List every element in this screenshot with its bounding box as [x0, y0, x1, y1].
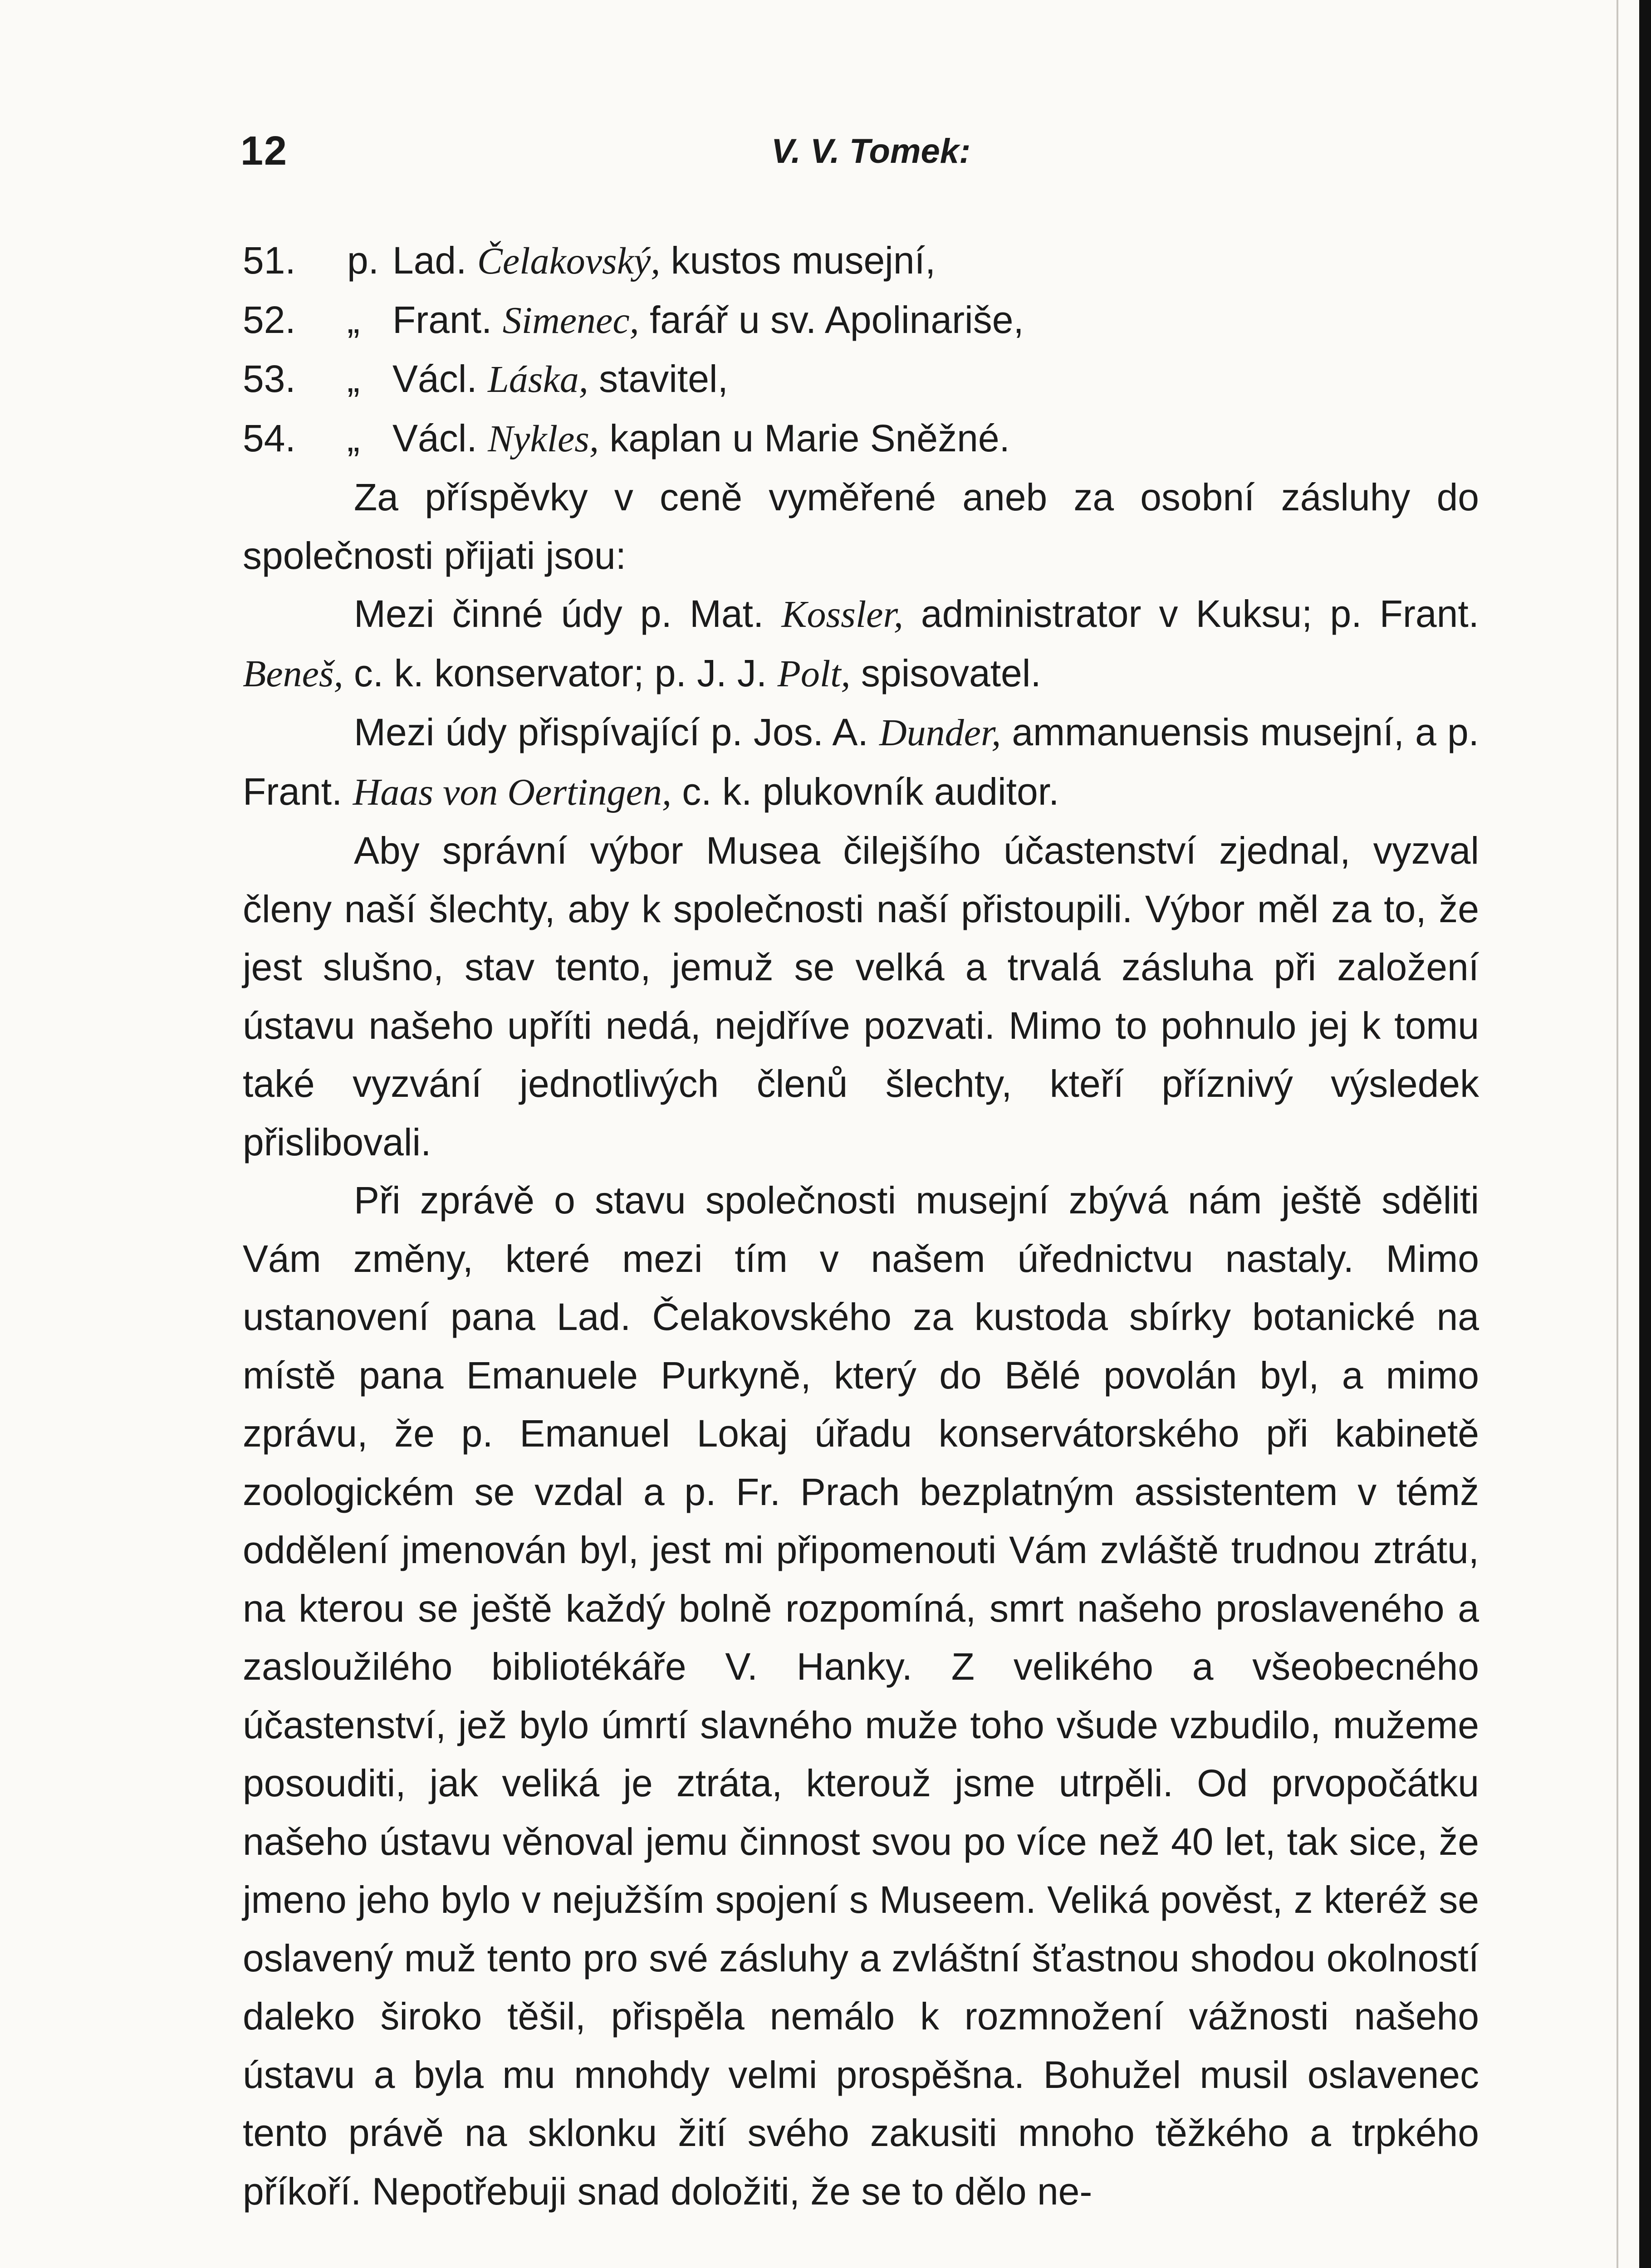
- surname: Beneš,: [243, 652, 343, 695]
- list-prefix: „: [347, 357, 360, 400]
- surname: Kossler,: [781, 593, 903, 635]
- list-number: 51.: [243, 239, 296, 282]
- page-body: [243, 231, 1479, 2220]
- text-run: ammanuensis musejní, a p. Frant.: [243, 711, 1479, 813]
- page-number: 12: [240, 128, 288, 174]
- text-run: c. k. konservator; p. J. J.: [343, 651, 778, 694]
- surname: Dunder,: [879, 712, 1001, 754]
- surname: Simenec,: [502, 299, 639, 342]
- list-prefix: „: [347, 298, 360, 341]
- list-item: [243, 409, 1479, 469]
- running-head: V. V. Tomek:: [771, 132, 971, 171]
- surname: Čelakovský,: [477, 240, 661, 282]
- first-name: Václ.: [392, 416, 477, 459]
- page-edge-shadow: [1639, 0, 1651, 2268]
- first-name: Lad.: [392, 239, 467, 282]
- list-item: [243, 350, 1479, 409]
- paragraph-staff-changes: Při zprávě o stavu společnosti musejní zbývá nám ještě sděliti Vám změny, které mezi tím v našem úřednictvu nastaly. Mimo ustanovení pana Lad. Čelakovského za kustoda sbírky botanické na místě pana Emanuele Purkyně, který do Bělé povolán byl, a mimo zprávu, že p. Emanuel Lokaj úřadu konservátorského při kabinetě zoologickém se vzdal a p. Fr. Prach bezplatným assistentem v témž oddělení jmenován byl, jest mi připomenouti Vám zvláště trudnou ztrátu, na kterou se ještě každý bolně rozpomíná, smrt našeho proslaveného a zasloužilého bibliotékáře V. Hanky. Z velikého a všeobecného účastenství, jež bylo úmrtí slavného muže toho všude vzbudilo, mužeme posouditi, jak veliká je ztráta, kterouž jsme utrpěli. Od prvopočátku našeho ústavu věnoval jemu činnost svou po více než 40 let, tak sice, že jmeno jeho bylo v nejužším spojení s Museem. Veliká pověst, z kteréž se oslavený muž tento pro své zásluhy a zvláštní šťastnou shodou okolností daleko široko těšil, přispěla nemálo k rozmnožení vážnosti našeho ústavu a byla mu mnohdy velmi prospěšna. Bohužel musil oslavenec tento právě na sklonku žití svého zakusiti mnoho těžkého a trpkého příkoří. Nepotřebuji snad doložiti, že se to dělo ne-: [243, 1179, 1479, 2213]
- surname: Nykles,: [488, 417, 599, 460]
- paragraph-nobility: Aby správní výbor Musea čilejšího účastenství zjednal, vyzval členy naší šlechty, aby k společnosti naší přistoupili. Výbor měl za to, že jest slušno, stav tento, jemuž se velká a trvalá zásluha při založení ústavu našeho upříti nedá, nejdříve pozvati. Mimo to pohnulo jej k tomu také vyzvání jednotlivých členů šlechty, kteří příznivý výsledek přislibovali.: [243, 829, 1479, 1163]
- list-item: [243, 231, 1479, 291]
- list-number: 53.: [243, 357, 296, 400]
- member-title: stavitel,: [588, 357, 728, 400]
- text-run: spisovatel.: [850, 651, 1041, 694]
- list-prefix: p.: [347, 239, 379, 282]
- member-title: kustos musejní,: [660, 239, 936, 282]
- list-item: [243, 291, 1479, 350]
- text-run: Mezi činné údy p. Mat.: [354, 592, 782, 635]
- paragraph-contributing-members: [243, 703, 1479, 821]
- member-title: kaplan u Marie Sněžné.: [599, 416, 1010, 459]
- first-name: Václ.: [392, 357, 477, 400]
- text-run: administrator v Kuksu; p. Frant.: [903, 592, 1479, 635]
- list-prefix: „: [347, 416, 360, 459]
- text-run: c. k. plukovník auditor.: [671, 770, 1059, 813]
- paragraph-admissions: Za příspěvky v ceně vyměřené aneb za osobní zásluhy do společnosti přijati jsou:: [243, 476, 1479, 577]
- paragraph-active-members: [243, 585, 1479, 703]
- text-run: Mezi údy přispívající p. Jos. A.: [354, 711, 879, 753]
- surname: Haas von Oertingen,: [353, 771, 671, 813]
- member-title: farář u sv. Apolinariše,: [639, 298, 1024, 341]
- surname: Polt,: [777, 652, 851, 695]
- list-number: 54.: [243, 416, 296, 459]
- surname: Láska,: [488, 358, 588, 401]
- list-number: 52.: [243, 298, 296, 341]
- first-name: Frant.: [392, 298, 492, 341]
- page-edge-line: [1617, 0, 1618, 2268]
